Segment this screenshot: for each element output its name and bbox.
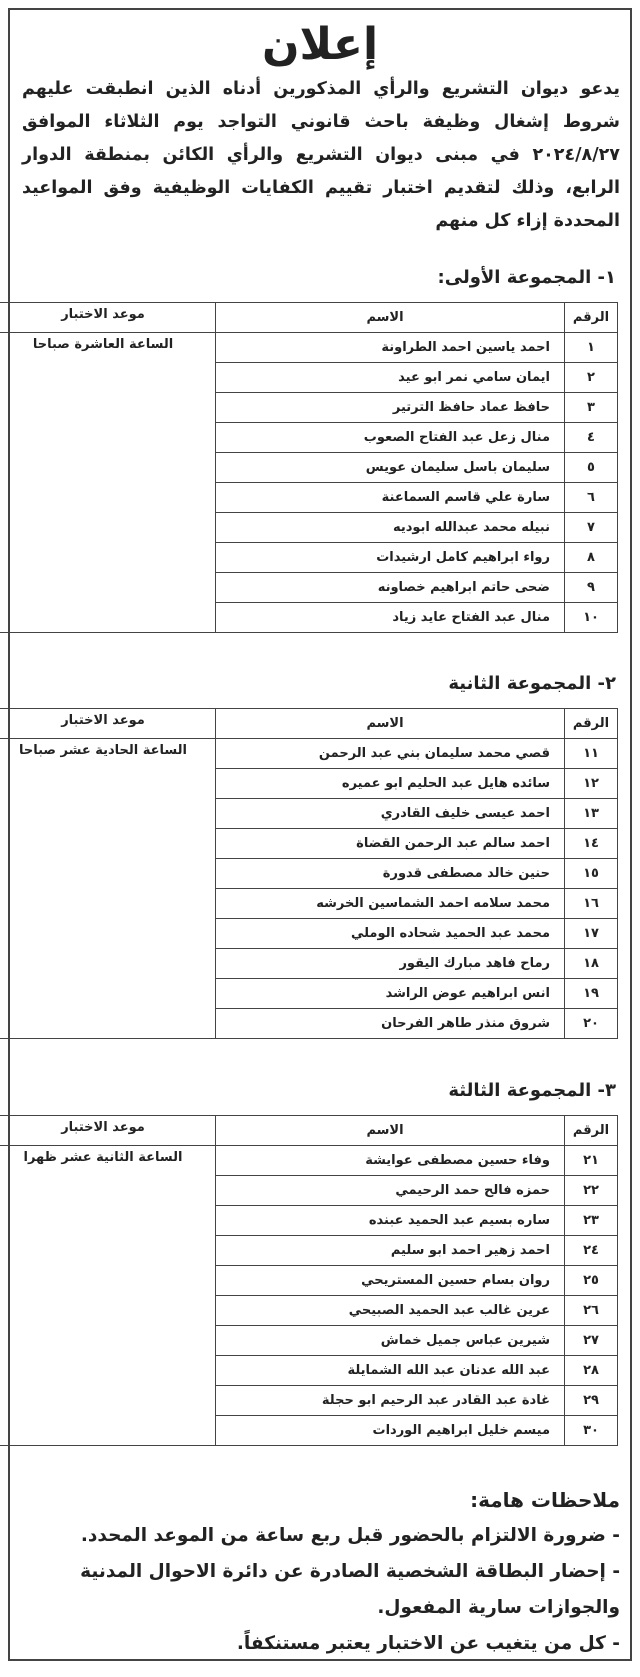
- row-number: ١١: [565, 738, 618, 768]
- row-name: ساره بسيم عبد الحميد عبنده: [216, 1205, 565, 1235]
- header-time: موعد الاختبار: [0, 302, 216, 332]
- table-row: [0, 1145, 618, 1175]
- row-number: ١٧: [565, 918, 618, 948]
- row-number: ١٠: [565, 602, 618, 632]
- row-name: وفاء حسين مصطفى عوايشة: [216, 1145, 565, 1175]
- row-number: ٥: [565, 452, 618, 482]
- table-header-row: [0, 708, 618, 738]
- row-name: رواء ابراهيم كامل ارشيدات: [216, 542, 565, 572]
- row-name: منال زعل عبد الفتاح الصعوب: [216, 422, 565, 452]
- row-number: ٢٦: [565, 1295, 618, 1325]
- header-number: الرقم: [565, 708, 618, 738]
- row-number: ٢٤: [565, 1235, 618, 1265]
- row-number: ١: [565, 332, 618, 362]
- row-number: ٢٧: [565, 1325, 618, 1355]
- row-name: حنين خالد مصطفى قدورة: [216, 858, 565, 888]
- row-name: عبد الله عدنان عبد الله الشمايلة: [216, 1355, 565, 1385]
- row-name: ميسم خليل ابراهيم الوردات: [216, 1415, 565, 1445]
- row-name: سارة علي قاسم السماعنة: [216, 482, 565, 512]
- row-number: ٢٥: [565, 1265, 618, 1295]
- header-number: الرقم: [565, 1115, 618, 1145]
- note-item: - إحضار البطاقة الشخصية الصادرة عن دائرة الاحوال المدنية والجوازات سارية المفعول.: [80, 1560, 620, 1618]
- row-name: احمد زهير احمد ابو سليم: [216, 1235, 565, 1265]
- row-number: ٢٣: [565, 1205, 618, 1235]
- row-number: ١٩: [565, 978, 618, 1008]
- row-name: احمد عيسى خليف القادري: [216, 798, 565, 828]
- row-name: رماح فاهد مبارك اليقور: [216, 948, 565, 978]
- row-name: سليمان باسل سليمان عويس: [216, 452, 565, 482]
- group-table-2: [0, 708, 618, 1039]
- row-name: محمد عبد الحميد شحاده الوملي: [216, 918, 565, 948]
- group-table-3: [0, 1115, 618, 1446]
- row-number: ٢٩: [565, 1385, 618, 1415]
- row-number: ١٤: [565, 828, 618, 858]
- row-name: سائده هايل عبد الحليم ابو عميره: [216, 768, 565, 798]
- group-heading-1: ١- المجموعة الأولى:: [437, 266, 616, 288]
- note-item: - كل من يتغيب عن الاختبار يعتبر مستنكفاً.: [236, 1632, 620, 1654]
- row-name: عرين غالب عبد الحميد الصبيحي: [216, 1295, 565, 1325]
- announcement-title: إعلان: [261, 19, 379, 70]
- row-name: منال عبد الفتاح عايد زياد: [216, 602, 565, 632]
- row-name: روان بسام حسين المستريحي: [216, 1265, 565, 1295]
- row-number: ٧: [565, 512, 618, 542]
- row-name: احمد سالم عبد الرحمن القضاة: [216, 828, 565, 858]
- row-name: شروق منذر طاهر الفرحان: [216, 1008, 565, 1038]
- row-name: انس ابراهيم عوض الراشد: [216, 978, 565, 1008]
- header-time: موعد الاختبار: [0, 708, 216, 738]
- row-number: ٢٢: [565, 1175, 618, 1205]
- notes-title: ملاحظات هامة:: [470, 1487, 620, 1512]
- row-name: حافظ عماد حافظ الترتير: [216, 392, 565, 422]
- exam-time: الساعة الثانية عشر ظهرا: [0, 1145, 216, 1445]
- row-number: ١٨: [565, 948, 618, 978]
- header-name: الاسم: [216, 708, 565, 738]
- table-row: [0, 738, 618, 768]
- row-number: ١٥: [565, 858, 618, 888]
- group-heading-2: ٢- المجموعة الثانية: [448, 672, 616, 694]
- announcement-intro: يدعو ديوان التشريع والرأي المذكورين أدناه الذين انطبقت عليهم شروط إشغال وظيفة باحث قانوني التواجد يوم الثلاثاء الموافق ٢٠٢٤/٨/٢٧ في مبنى ديوان التشريع والرأي الكائن بمنطقة الدوار الرابع، وذلك لتقديم اختبار تقييم الكفايات الوظيفية وفق المواعيد المحددة إزاء كل منهم: [22, 78, 620, 231]
- row-name: احمد ياسين احمد الطراونة: [216, 332, 565, 362]
- header-number: الرقم: [565, 302, 618, 332]
- row-number: ١٢: [565, 768, 618, 798]
- table-row: [0, 332, 618, 362]
- row-name: حمزه فالح حمد الرحيمي: [216, 1175, 565, 1205]
- row-name: محمد سلامه احمد الشماسين الخرشه: [216, 888, 565, 918]
- notes-list: [10, 1518, 630, 1662]
- row-number: ٣: [565, 392, 618, 422]
- row-number: ٨: [565, 542, 618, 572]
- header-time: موعد الاختبار: [0, 1115, 216, 1145]
- row-number: ٣٠: [565, 1415, 618, 1445]
- row-name: قصي محمد سليمان بني عبد الرحمن: [216, 738, 565, 768]
- table-header-row: [0, 1115, 618, 1145]
- group-heading-3: ٣- المجموعة الثالثة: [448, 1079, 616, 1101]
- row-name: غادة عبد القادر عبد الرحيم ابو حجلة: [216, 1385, 565, 1415]
- header-name: الاسم: [216, 302, 565, 332]
- announcement-page: [8, 8, 632, 1661]
- row-number: ٩: [565, 572, 618, 602]
- group-table-1: [0, 302, 618, 633]
- row-number: ١٦: [565, 888, 618, 918]
- row-number: ٢٨: [565, 1355, 618, 1385]
- row-name: ضحى حاتم ابراهيم خصاونه: [216, 572, 565, 602]
- note-item: - ضرورة الالتزام بالحضور قبل ربع ساعة من الموعد المحدد.: [80, 1524, 620, 1546]
- header-name: الاسم: [216, 1115, 565, 1145]
- row-number: ٦: [565, 482, 618, 512]
- row-number: ١٣: [565, 798, 618, 828]
- row-name: شيرين عباس جميل خماش: [216, 1325, 565, 1355]
- row-name: نبيله محمد عبدالله ابوديه: [216, 512, 565, 542]
- exam-time: الساعة الحادية عشر صباحا: [0, 738, 216, 1038]
- row-number: ٢٠: [565, 1008, 618, 1038]
- exam-time: الساعة العاشرة صباحا: [0, 332, 216, 632]
- table-header-row: [0, 302, 618, 332]
- row-number: ٢١: [565, 1145, 618, 1175]
- row-number: ٢: [565, 362, 618, 392]
- row-name: ايمان سامي نمر ابو عيد: [216, 362, 565, 392]
- row-number: ٤: [565, 422, 618, 452]
